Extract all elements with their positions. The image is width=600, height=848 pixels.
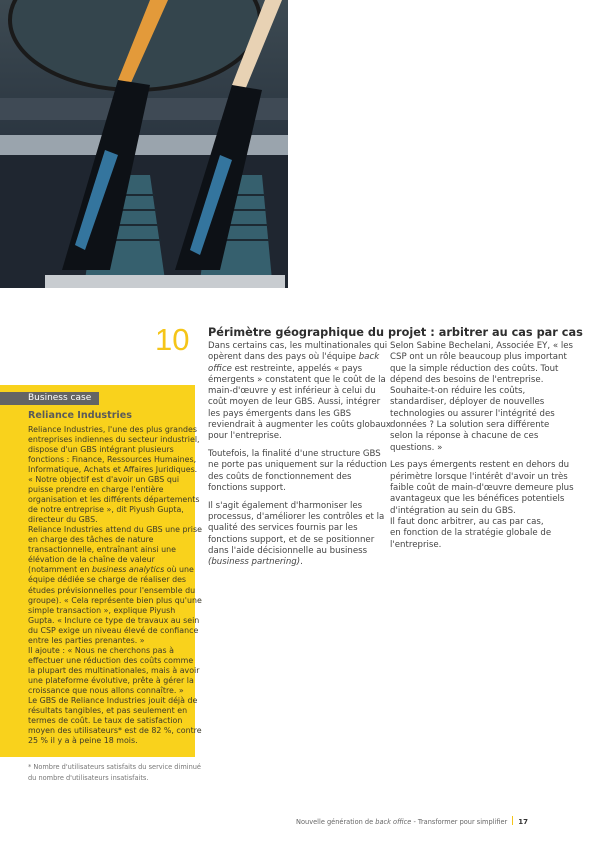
italic-term: (business partnering)	[208, 557, 301, 568]
text-line: groupe). « Cela représente bien plus qu'une	[28, 595, 202, 605]
footer-divider	[512, 816, 513, 825]
text-line: Toutefois, la finalité d'une structure GBS	[208, 449, 381, 460]
text-line: (notamment en business analytics où une	[28, 565, 194, 575]
right-column-text	[390, 341, 574, 557]
text-line: en charge des tâches de nature	[28, 535, 154, 545]
text-line: moyen des utilisateurs* est de 82 %, contre	[28, 725, 202, 735]
text-line: Il faut donc arbitrer, au cas par cas,	[390, 516, 544, 527]
text-line: que la simple réduction des coûts. Tout	[390, 363, 559, 374]
italic-term: business analytics	[92, 565, 165, 575]
text-line: selon la réponse à chacune de ces	[390, 431, 539, 442]
text-line: ne porte pas uniquement sur la réduction	[208, 460, 387, 471]
text-line: Les pays émergents restent en dehors du	[390, 460, 570, 471]
business-case-text	[28, 425, 202, 746]
text-line: directeur du GBS.	[28, 515, 98, 525]
text-line: fonctions support, et de se positionner	[208, 534, 375, 545]
text-line: résultats tangibles, et pas seulement en	[28, 705, 188, 715]
text-line: processus, d'améliorer les contrôles et la	[208, 512, 385, 523]
footnote-line: du nombre d'utilisateurs insatisfaits.	[28, 774, 149, 782]
text-line: des coûts de fonctionnement des	[208, 471, 352, 482]
text-line: la plupart des multinationales, mais à avoir	[28, 665, 200, 675]
page-footer	[296, 816, 528, 826]
text-line: reviendrait à augmenter les coûts globaux	[208, 420, 392, 431]
footnote-line: * Nombre d'utilisateurs satisfaits du service diminué	[28, 763, 201, 771]
text-line: pour l'entreprise.	[208, 431, 282, 442]
footer-text-italic: back office	[375, 818, 412, 826]
business-case-title: Reliance Industries	[28, 410, 132, 421]
text-line: coût moyen de leur GBS. Aussi, intégrer	[208, 397, 381, 408]
footer-text: - Transformer pour simplifier	[411, 818, 508, 826]
section-title: Périmètre géographique du projet : arbitrer au cas par cas	[208, 326, 583, 339]
text-line: organisation et les différents départements	[28, 495, 200, 505]
text-line: entreprises indiennes du secteur industriel,	[28, 435, 200, 445]
page-number: 17	[518, 818, 528, 826]
text-line: entre les parties prenantes. »	[28, 635, 145, 645]
footnote	[28, 762, 201, 784]
text-line: office est restreinte, appelés « pays	[208, 363, 363, 374]
text-line: Gupta. « Inclure ce type de travaux au sein	[28, 615, 200, 625]
text-line: Souhaite-t-on réduire les coûts,	[390, 386, 526, 397]
text-line: de notre entreprise », dit Piyush Gupta,	[28, 505, 184, 515]
section-number: 10	[155, 322, 190, 357]
text-line: périmètre lorsque l'intérêt d'avoir un très	[390, 471, 568, 482]
text-line: études prévisionnelles pour l'ensemble du	[28, 585, 196, 595]
footer-title	[296, 818, 507, 826]
text-line: Le GBS de Reliance Industries jouit déjà de	[28, 695, 198, 705]
paragraph	[208, 449, 391, 494]
paragraph	[390, 460, 574, 550]
text-line: en fonction de la stratégie globale de	[390, 528, 552, 539]
business-case-badge: Business case	[0, 392, 99, 405]
text-line: Reliance Industries attend du GBS une prise	[28, 525, 202, 535]
text-line: l'entreprise.	[390, 539, 442, 550]
text-line: technologies ou assurer l'intégrité des	[390, 408, 555, 419]
text-line: (business partnering).	[208, 557, 303, 568]
text-line: puisse prendre en charge l'entière	[28, 485, 164, 495]
text-line: dans l'aide décisionnelle au business	[208, 546, 368, 557]
text-line: effectuer une réduction des coûts comme	[28, 655, 194, 665]
header-photo	[0, 0, 288, 288]
text-line: émergents » constatent que le coût de la	[208, 374, 386, 385]
text-line: Il ajoute : « Nous ne cherchons pas à	[28, 645, 174, 655]
text-line: transactionnelle, entraînant ainsi une	[28, 545, 177, 555]
text-line: avantageux que les bénéfices potentiels	[390, 494, 565, 505]
text-line: élévation de la chaîne de valeur	[28, 555, 155, 565]
text-line: équipe dédiée se charge de réaliser des	[28, 575, 187, 585]
text-line: du CSP exige un niveau élevé de confiance	[28, 625, 199, 635]
footer-text: Nouvelle génération de	[296, 818, 376, 826]
text-line: Il s'agit également d'harmoniser les	[208, 500, 363, 511]
middle-column-text	[208, 341, 391, 575]
text-line: questions. »	[390, 442, 443, 453]
text-line: croissance que nous allons connaître. »	[28, 685, 184, 695]
text-line: simple transaction », explique Piyush	[28, 605, 176, 615]
paragraph	[390, 341, 574, 454]
paragraph	[208, 501, 391, 569]
paragraph	[208, 341, 391, 443]
text-line: Informatique, Achats et Affaires Juridiques.	[28, 465, 198, 475]
text-line: une plateforme évolutive, prête à gérer la	[28, 675, 194, 685]
text-line: d'intégration au sein du GBS.	[390, 505, 516, 516]
text-line: fonctions : Finance, Ressources Humaines,	[28, 455, 197, 465]
italic-term: office	[208, 363, 232, 374]
text-line: faible coût de main-d'œuvre demeure plus	[390, 483, 574, 494]
text-line: termes de coût. Le taux de satisfaction	[28, 715, 183, 725]
text-line: CSP ont un rôle beaucoup plus important	[390, 352, 567, 363]
text-line: données ? La solution sera différente	[390, 420, 550, 431]
guitars-photo-illustration	[0, 0, 288, 288]
text-line: dépend des besoins de l'entreprise.	[390, 374, 544, 385]
text-line: opèrent dans des pays où l'équipe back	[208, 352, 380, 363]
italic-term: back	[358, 352, 380, 363]
text-line: Reliance Industries, l'une des plus grandes	[28, 425, 197, 434]
text-line: fonctions support.	[208, 483, 286, 494]
text-line: qualité des services fournis par les	[208, 523, 358, 534]
text-line: 25 % il y a à peine 18 mois.	[28, 735, 138, 745]
text-line: dispose d'un GBS intégrant plusieurs	[28, 445, 174, 455]
text-line: les pays émergents dans les GBS	[208, 408, 352, 419]
text-line: « Notre objectif est d'avoir un GBS qui	[28, 475, 180, 485]
text-line: Selon Sabine Bechelani, Associée EY, « les	[390, 341, 573, 351]
text-line: standardiser, déployer de nouvelles	[390, 397, 545, 408]
text-line: main-d'œuvre y est inférieur à celui du	[208, 386, 376, 397]
text-line: Dans certains cas, les multinationales qui	[208, 341, 388, 351]
